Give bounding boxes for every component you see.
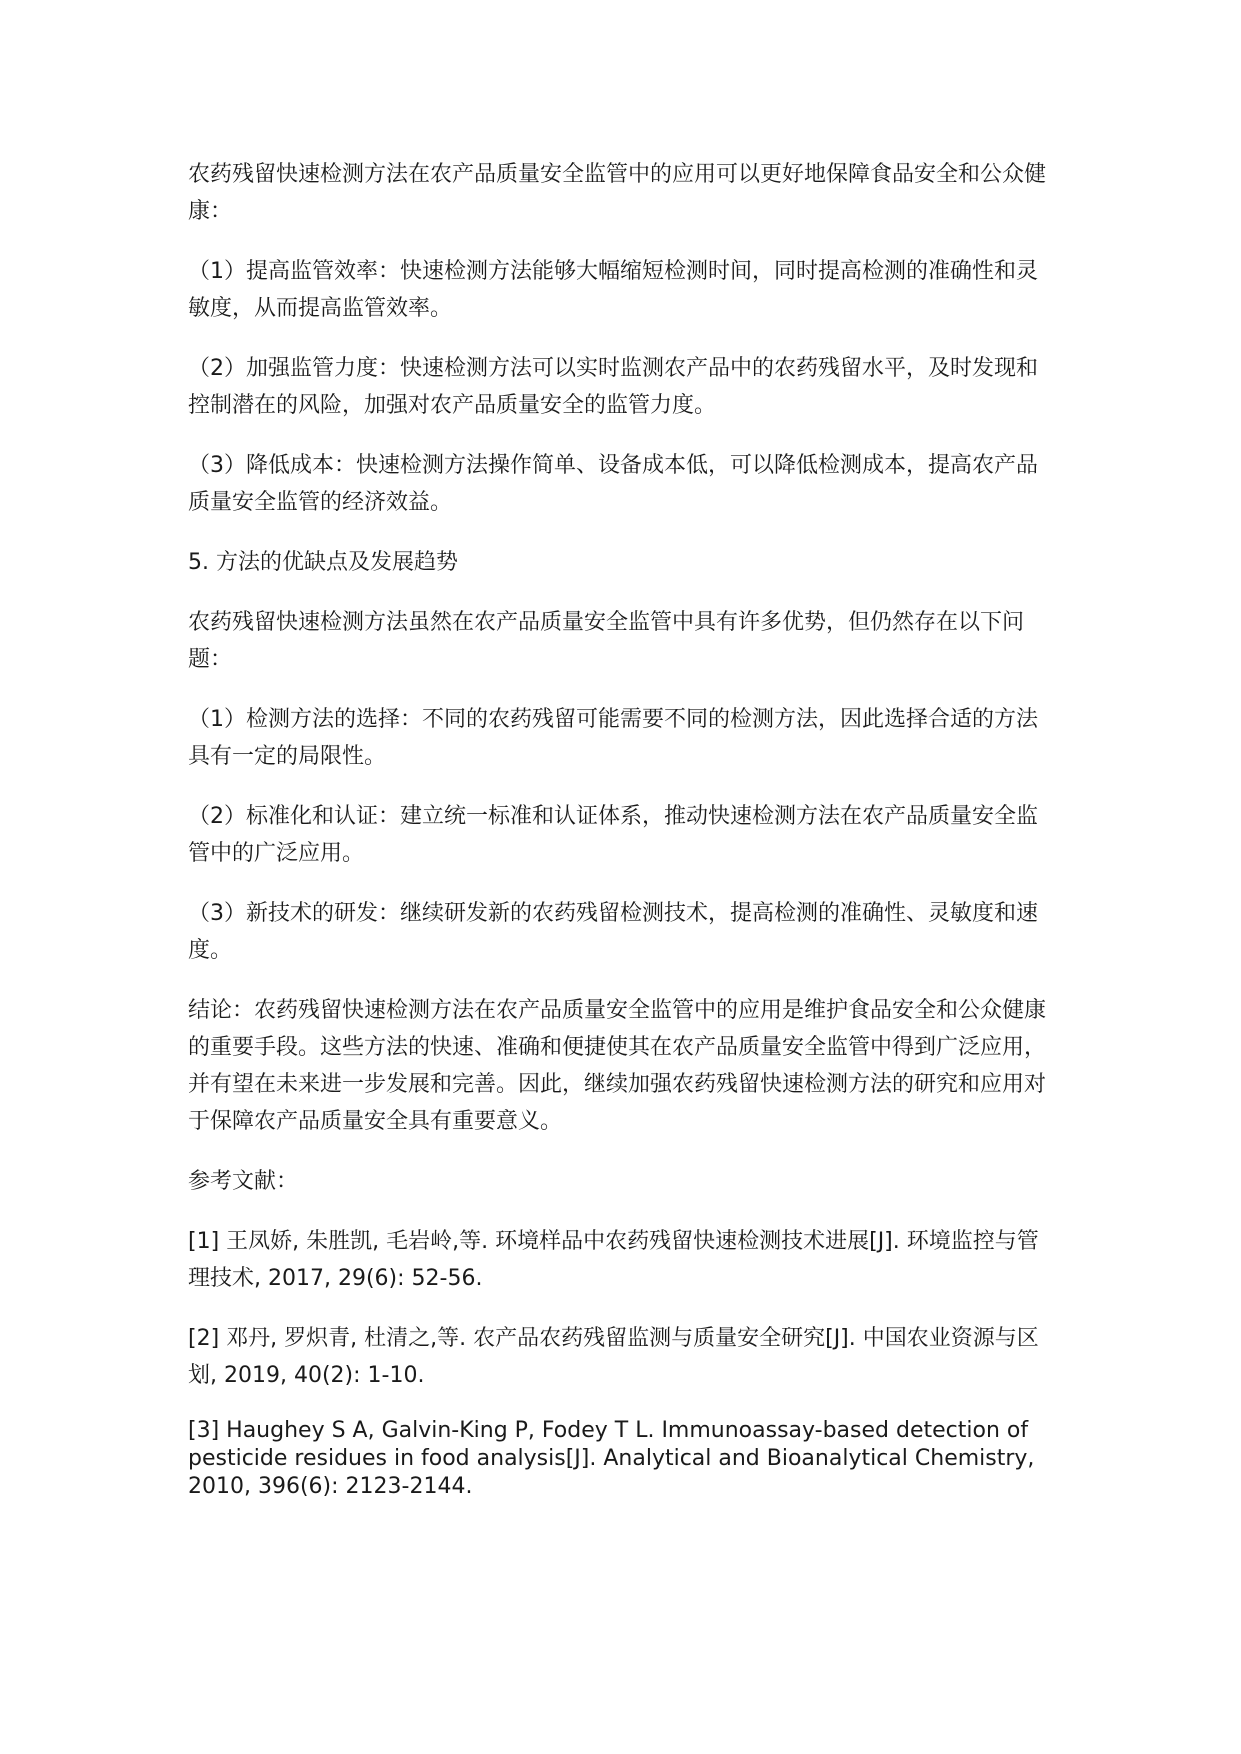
reference-item-2: [2] 邓丹, 罗炽青, 杜清之,等. 农产品农药残留监测与质量安全研究[J]. 中国农业资源与区划, 2019, 40(2): 1-10. <box>188 1326 1039 1388</box>
problem-item-2: （2）标准化和认证：建立统一标准和认证体系，推动快速检测方法在农产品质量安全监管中的广泛应用。 <box>188 804 1038 866</box>
section-heading: 5. 方法的优缺点及发展趋势 <box>188 550 458 575</box>
document-body <box>188 156 1058 1501</box>
reference-item-3: [3] Haughey S A, Galvin-King P, Fodey T L. Immunoassay-based detection of pesticide residues in food analysis[J]. Analytical and Bioanalytical Chemistry, 2010, 396(6): 2123-2144. <box>188 1418 1035 1499</box>
intro-paragraph: 农药残留快速检测方法在农产品质量安全监管中的应用可以更好地保障食品安全和公众健康： <box>188 162 1047 224</box>
references-heading: 参考文献： <box>188 1169 299 1194</box>
problem-item-1: （1）检测方法的选择：不同的农药残留可能需要不同的检测方法，因此选择合适的方法具有一定的局限性。 <box>188 707 1038 769</box>
problem-item-3: （3）新技术的研发：继续研发新的农药残留检测技术，提高检测的准确性、灵敏度和速度。 <box>188 901 1038 963</box>
benefit-item-3: （3）降低成本：快速检测方法操作简单、设备成本低，可以降低检测成本，提高农产品质量安全监管的经济效益。 <box>188 453 1038 515</box>
section-intro-paragraph: 农药残留快速检测方法虽然在农产品质量安全监管中具有许多优势，但仍然存在以下问题： <box>188 610 1025 672</box>
benefit-item-1: （1）提高监管效率：快速检测方法能够大幅缩短检测时间，同时提高检测的准确性和灵敏度，从而提高监管效率。 <box>188 259 1038 321</box>
conclusion-paragraph: 结论：农药残留快速检测方法在农产品质量安全监管中的应用是维护食品安全和公众健康的重要手段。这些方法的快速、准确和便捷使其在农产品质量安全监管中得到广泛应用，并有望在未来进一步发展和完善。因此，继续加强农药残留快速检测方法的研究和应用对于保障农产品质量安全具有重要意义。 <box>188 998 1047 1134</box>
benefit-item-2: （2）加强监管力度：快速检测方法可以实时监测农产品中的农药残留水平，及时发现和控制潜在的风险，加强对农产品质量安全的监管力度。 <box>188 356 1038 418</box>
reference-item-1: [1] 王凤娇, 朱胜凯, 毛岩岭,等. 环境样品中农药残留快速检测技术进展[J]. 环境监控与管理技术, 2017, 29(6): 52-56. <box>188 1229 1039 1291</box>
